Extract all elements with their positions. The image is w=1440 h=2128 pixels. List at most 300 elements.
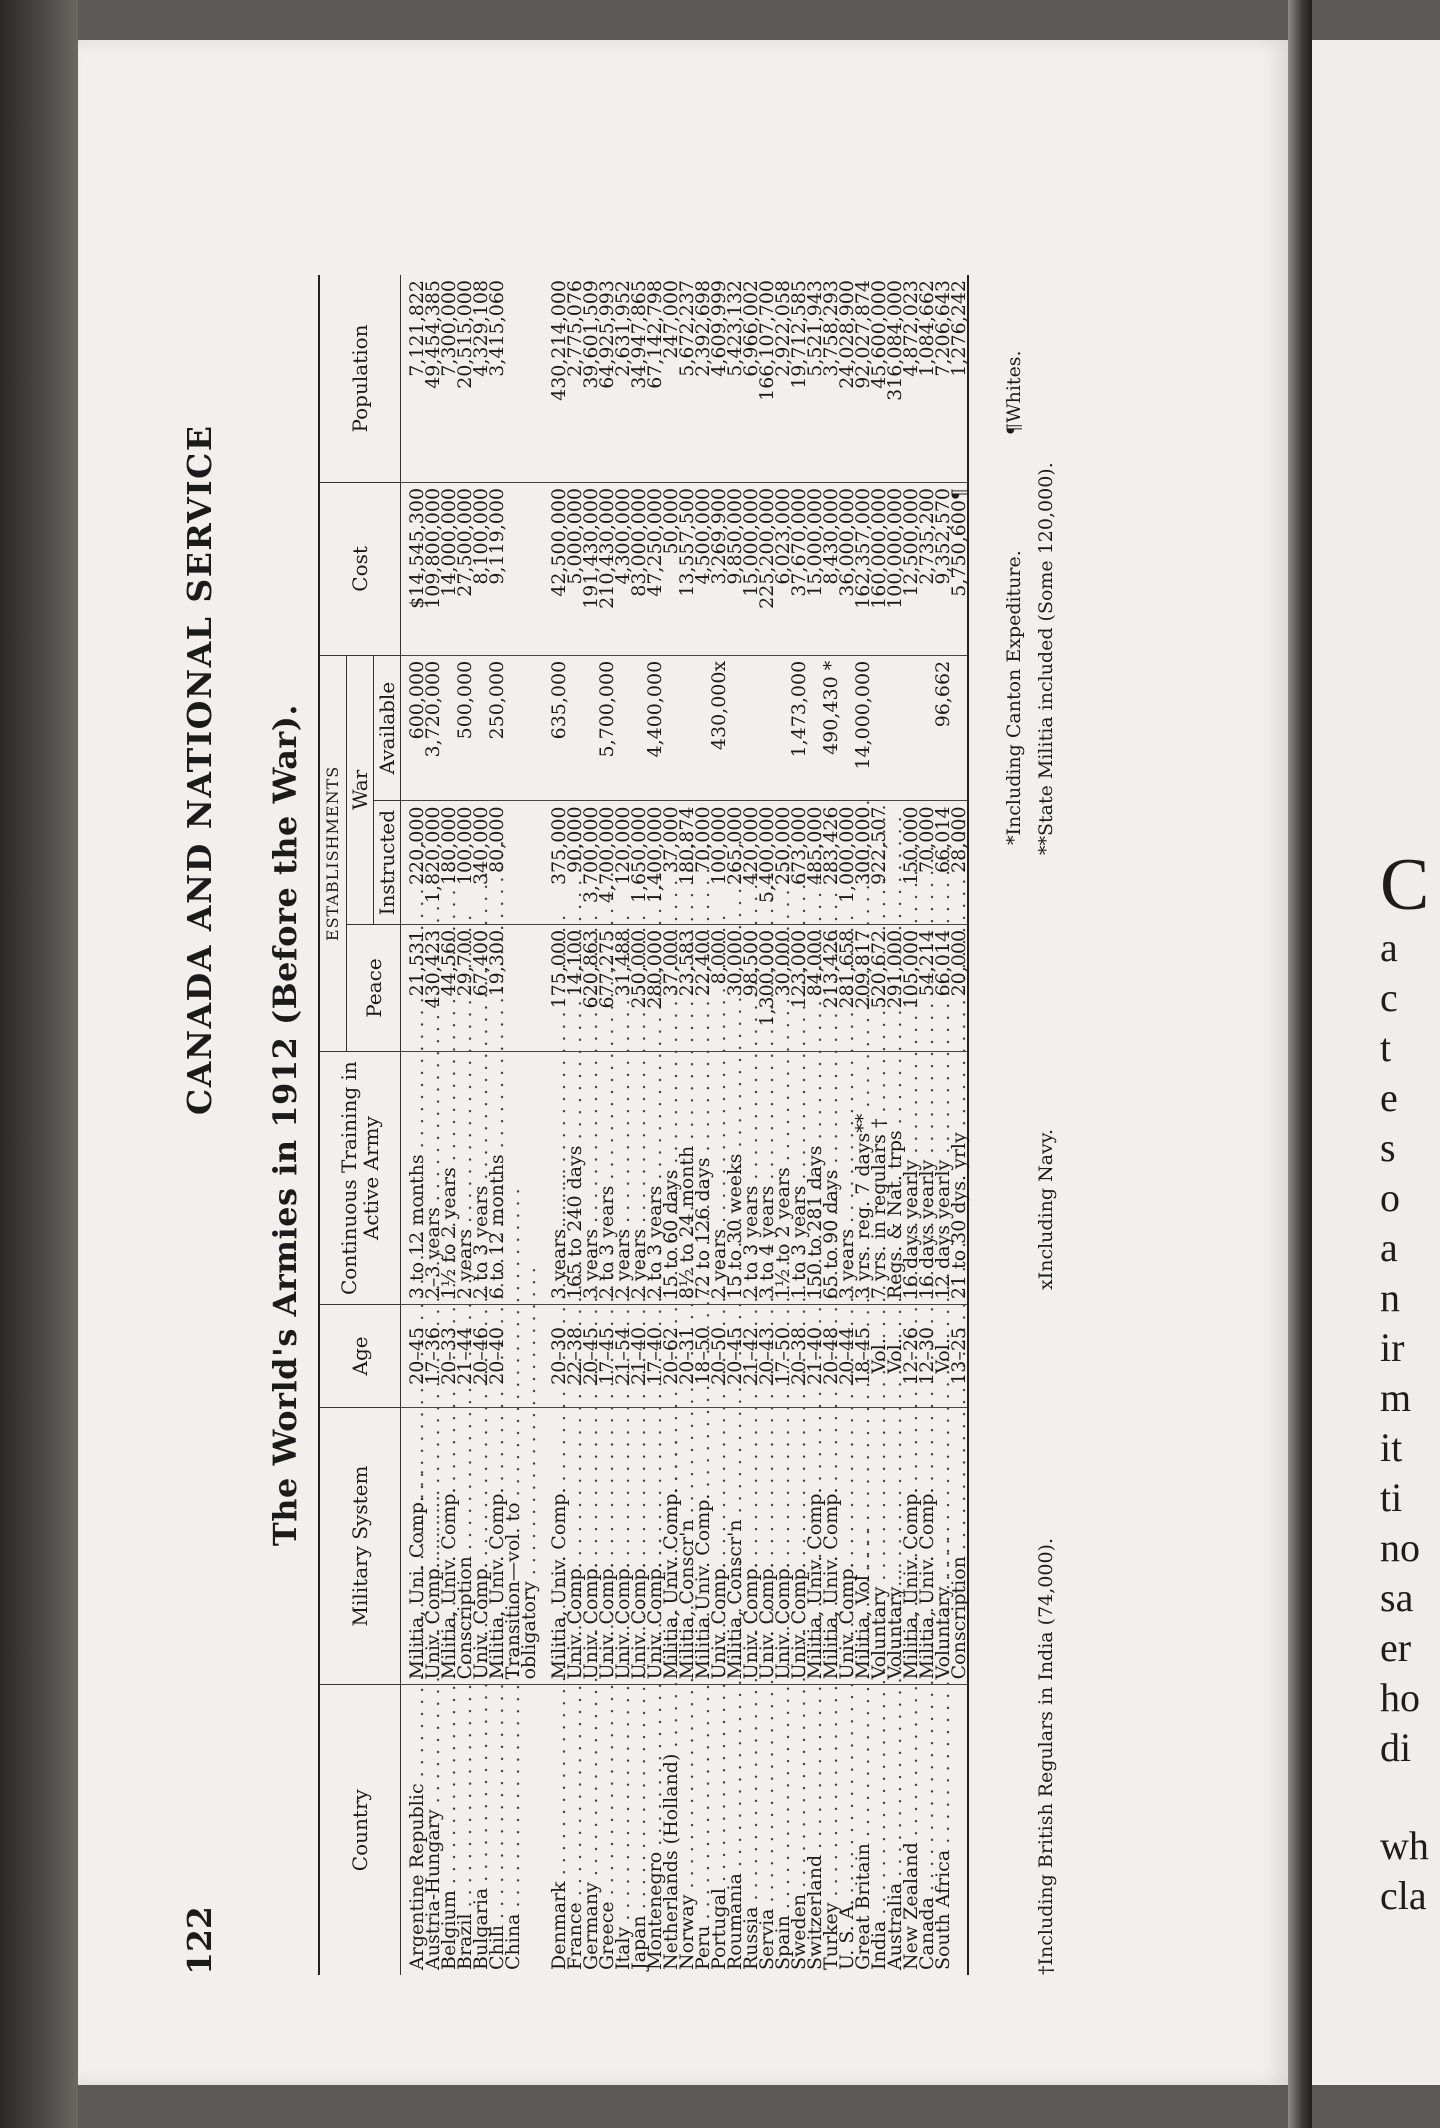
military-system-cell: Voluntary . . . [871,1407,887,1685]
age-cell: 20–31 [679,1305,695,1407]
population-cell: 49,454,385 [425,275,441,482]
col-header-population: Population [319,275,401,482]
war-instructed-cell: 250,000 [775,801,791,924]
cost-cell: 9,850,000 [727,482,743,655]
war-instructed-cell: 1,400,000 [647,801,663,924]
training-cell: 1½ to 2 years . . . [775,1052,791,1305]
header-row-1 [319,275,347,1975]
country-cell: Switzerland . . . [807,1685,823,1975]
population-cell: 39,601,509 [583,275,599,482]
footnote-british-regulars: †Including British Regulars in India (74,000). [1035,1537,1057,1975]
population-cell: 3,415,060 [489,275,505,482]
cost-cell: 5,000,000 [567,482,583,655]
country-cell: Spain . . . [775,1685,791,1975]
cost-cell: 162,357,000 [855,482,871,655]
country-cell: Argentine Republic . . . [401,1685,426,1975]
age-cell: 21–54 [615,1305,631,1407]
table-body [401,275,969,1975]
footnote-canton-expediture: *Including Canton Expediture. [1003,550,1025,845]
training-cell: Regs. & Nat. trps . . . [887,1052,903,1305]
country-cell: Greece . . . [599,1685,615,1975]
country-cell: India . . . [871,1685,887,1975]
population-cell: 24,028,900 [839,275,855,482]
population-cell: 2,922,058 [775,275,791,482]
war-available-cell: 4,400,000 [647,655,663,801]
footnote-whites: ¶Whites. [1003,350,1025,435]
population-cell: 6,966,002 [743,275,759,482]
country-cell: Portugal . . . [711,1685,727,1975]
facing-page-line: no [1380,1525,1420,1570]
war-instructed-cell: 1,000,000 [839,801,855,924]
military-system-cell: Univ. Comp. . . . [599,1407,615,1685]
facing-page-line: ho [1380,1675,1420,1720]
war-instructed-cell: 673,000 [791,801,807,924]
age-cell: 20–30 [551,1305,567,1407]
population-cell: 34,947,865 [631,275,647,482]
facing-page-line: di [1380,1725,1412,1770]
population-cell: 2,631,952 [615,275,631,482]
cost-cell: 5,750,600¶ [951,482,968,655]
war-available-cell: 1,473,000 [791,655,807,801]
war-available-cell [521,655,537,801]
training-cell: 1½ to 2 years . . . [441,1052,457,1305]
population-cell: 7,121,822 [401,275,426,482]
war-instructed-cell: 180,874 [679,801,695,924]
population-cell: 3,758,293 [823,275,839,482]
footnotes [988,275,1088,1975]
war-instructed-cell: 180,000 [441,801,457,924]
cost-cell: 8,430,000 [823,482,839,655]
war-available-cell: 96,662 [935,655,951,801]
peace-cell: 20,000 [951,924,968,1051]
military-system-cell: Univ. Comp. . . . [567,1407,583,1685]
training-cell: 2 years . . . [631,1052,647,1305]
military-system-cell: Conscription . . . [457,1407,473,1685]
training-cell: 2 years . . . [457,1052,473,1305]
cost-cell: 42,500,000 [551,482,567,655]
war-instructed-cell: 100,000 [457,801,473,924]
training-cell: 3 to 4 years . . . [759,1052,775,1305]
peace-cell: 21,531 [401,924,426,1051]
facing-page-line: m [1380,1375,1412,1420]
peace-cell: 105,000 [903,924,919,1051]
age-cell: 20–33 [441,1305,457,1407]
armies-table [318,275,969,1975]
population-cell: 45,600,000 [871,275,887,482]
peace-cell: 291,000 [887,924,903,1051]
war-available-cell: 490,430 * [823,655,839,801]
military-system-cell: Univ. Comp. . . . [791,1407,807,1685]
military-system-cell: Transition—vol. to . . . [505,1407,521,1685]
country-cell: Italy . . . [615,1685,631,1975]
age-cell: 22–38 [567,1305,583,1407]
military-system-cell: Univ. Comp. . . . [631,1407,647,1685]
training-cell: 3 years . . . [839,1052,855,1305]
age-cell: 20–45 [727,1305,743,1407]
footnote-state-militia: **State Militia included (Some 120,000). [1035,462,1057,855]
col-header-age: Age [319,1305,401,1407]
facing-page-line: o [1380,1175,1400,1220]
military-system-cell: Univ. Comp. . . . [425,1407,441,1685]
peace-cell: 30,000 [727,924,743,1051]
facing-page-line: ti [1380,1475,1403,1520]
war-available-cell: 500,000 [457,655,473,801]
cost-cell: 2,735,200 [919,482,935,655]
military-system-cell: Univ. Comp. . . . [647,1407,663,1685]
war-available-cell: 250,000 [489,655,505,801]
training-cell: 2 to 3 years . . . [473,1052,489,1305]
training-cell: 16 days yearly . . . [903,1052,919,1305]
training-cell: 15 to 30 weeks . . . [727,1052,743,1305]
running-head [170,275,230,1975]
country-cell: China . . . [505,1685,521,1975]
cost-cell [521,482,537,655]
age-cell: 17–36 [425,1305,441,1407]
cost-cell: 12,500,000 [903,482,919,655]
war-instructed-cell: 70,000 [695,801,711,924]
war-available-cell: 600,000 [401,655,426,801]
cost-cell: 6,023,000 [775,482,791,655]
col-header-establishments: ESTABLISHMENTS [319,655,347,1051]
facing-page-line [1380,1773,1440,1821]
population-cell: 5,521,943 [807,275,823,482]
military-system-cell: Militia, Conscr'n . . . [727,1407,743,1685]
war-instructed-cell: 1,820,000 [425,801,441,924]
age-cell: 20–50 [711,1305,727,1407]
facing-page-line: c [1380,975,1398,1020]
training-cell: 2–3 years . . . [425,1052,441,1305]
military-system-cell: Militia, Univ. Comp. . . . [807,1407,823,1685]
cost-cell: 9,119,000 [489,482,505,655]
military-system-cell: Militia, Univ. Comp. . . . [551,1407,567,1685]
peace-cell: 31,488 [615,924,631,1051]
age-cell: Vol. [871,1305,887,1407]
military-system-cell: Univ. Comp. . . . [615,1407,631,1685]
military-system-cell: Militia, Univ. Comp. . . . [823,1407,839,1685]
war-available-cell [679,655,695,801]
war-available-cell: 635,000 [551,655,567,801]
facing-page-line: cla [1380,1873,1427,1918]
country-cell: Bulgaria . . . [473,1685,489,1975]
country-cell: Australia . . . [887,1685,903,1975]
training-cell: 3 years . . . [583,1052,599,1305]
age-cell: 20–43 [759,1305,775,1407]
country-cell: Russia . . . [743,1685,759,1975]
population-cell: 430,214,000 [551,275,567,482]
cost-cell: 225,200,000 [759,482,775,655]
col-header-training: Continuous Training in Active Army [319,1052,401,1305]
military-system-cell: Univ. Comp. . . . [759,1407,775,1685]
col-header-instructed: Instructed [374,801,401,924]
col-header-system: Military System [319,1407,401,1685]
facing-page-line: n [1380,1275,1400,1320]
population-cell: 4,329,108 [473,275,489,482]
peace-cell: 66,014 [935,924,951,1051]
peace-cell: 123,000 [791,924,807,1051]
war-instructed-cell: 283,426 [823,801,839,924]
page-number: 122 [180,1906,219,1975]
country-cell: Japan . . . [631,1685,647,1975]
war-instructed-cell: 5,400,000 [759,801,775,924]
military-system-cell: obligatory . . . [521,1407,537,1685]
country-cell: Sweden . . . [791,1685,807,1975]
training-cell: 2 to 3 years . . . [599,1052,615,1305]
country-cell: New Zealand . . . [903,1685,919,1975]
cost-cell: 37,670,000 [791,482,807,655]
book-edge [0,0,78,2128]
war-instructed-cell: 3,700,000 [583,801,599,924]
col-header-war: War [347,655,374,924]
country-cell: Netherlands (Holland) . . . [663,1685,679,1975]
country-cell: South Africa . . . [935,1685,951,1975]
cost-cell: $14,545,300 [401,482,426,655]
age-cell: 17–40 [647,1305,663,1407]
military-system-cell: Univ. Comp. . . . [743,1407,759,1685]
peace-cell: 98,500 [743,924,759,1051]
war-instructed-cell: 4,700,000 [599,801,615,924]
military-system-cell: Univ. Comp. . . . [583,1407,599,1685]
country-cell: Montenegro . . . [647,1685,663,1975]
military-system-cell: Militia, Univ. Comp. . . . [919,1407,935,1685]
peace-cell: 213,426 [823,924,839,1051]
training-cell: 2 years . . . [711,1052,727,1305]
peace-cell: 19,300 [489,924,505,1051]
facing-page-line: e [1380,1075,1398,1120]
training-cell: 150 to 281 days . . . [807,1052,823,1305]
war-instructed-cell: 28,000 [951,801,968,924]
facing-page-line: t [1380,1025,1392,1070]
population-cell: 67,142,798 [647,275,663,482]
military-system-cell: Militia, Univ. Comp. . . . [489,1407,505,1685]
table-caption: The World's Armies in 1912 (Before the War). [266,703,304,1547]
age-cell: 20–44 [839,1305,855,1407]
war-instructed-cell: 300,000 [855,801,871,924]
facing-page-line: s [1380,1125,1396,1170]
age-cell: 21–40 [631,1305,647,1407]
country-cell: Turkey . . . [823,1685,839,1975]
age-cell: 18–50 [695,1305,711,1407]
facing-page-line: C [1380,844,1430,926]
age-cell: 21–40 [807,1305,823,1407]
military-system-cell: Militia, Univ. Comp. . . . [663,1407,679,1685]
age-cell: 20–62 [663,1305,679,1407]
age-cell: 20–38 [791,1305,807,1407]
peace-cell: 250,000 [631,924,647,1051]
military-system-cell: Militia, Conscr'n . . . [679,1407,695,1685]
population-cell: 92,027,874 [855,275,871,482]
country-cell: Chili . . . [489,1685,505,1975]
war-available-cell: 14,000,000 [855,655,871,801]
country-cell: Denmark . . . [551,1685,567,1975]
age-cell: 17–50 [775,1305,791,1407]
country-cell: Canada . . . [919,1685,935,1975]
population-cell: 1,084,662 [919,275,935,482]
military-system-cell: Militia, Univ. Comp. . . . [441,1407,457,1685]
peace-cell: 8,000 [711,924,727,1051]
cost-cell: 4,300,000 [615,482,631,655]
cost-cell: 9,352,570 [935,482,951,655]
peace-cell: 280,000 [647,924,663,1051]
country-cell: Peru . . . [695,1685,711,1975]
war-instructed-cell: 100,000 [711,801,727,924]
training-cell: 165 to 240 days . . . [567,1052,583,1305]
population-cell: 19,712,585 [791,275,807,482]
facing-page-line: sa [1380,1575,1414,1620]
country-cell: France . . . [567,1685,583,1975]
country-cell: Great Britain . . . [855,1685,871,1975]
facing-page-line: it [1380,1425,1403,1470]
war-available-cell [759,655,775,801]
peace-cell: 54,214 [919,924,935,1051]
population-cell: 2,392,698 [695,275,711,482]
training-cell: 3 yrs. reg. 7 days** . . . [855,1052,871,1305]
country-cell: Servia . . . [759,1685,775,1975]
war-instructed-cell: 485,000 [807,801,823,924]
war-available-cell [887,655,903,801]
population-cell: 4,609,999 [711,275,727,482]
population-cell: 247,000 [663,275,679,482]
military-system-cell: Univ. Comp. . . . [473,1407,489,1685]
peace-cell: 29,700 [457,924,473,1051]
cost-cell: 36,000,000 [839,482,855,655]
facing-page-line: a [1380,925,1398,970]
peace-cell: 23,583 [679,924,695,1051]
war-available-cell: 430,000x [711,655,727,801]
peace-cell: 1,300,000 [759,924,775,1051]
population-cell: 4,872,023 [903,275,919,482]
country-cell: Norway . . . [679,1685,695,1975]
age-cell: 20–40 [489,1305,505,1407]
training-cell: 2 to 3 years . . . [743,1052,759,1305]
cost-cell: 50,000 [663,482,679,655]
cost-cell: 13,557,500 [679,482,695,655]
facing-page-text [1380,844,1440,1921]
training-cell: 8½ to 24 month . . . [679,1052,695,1305]
cost-cell: 4,500,000 [695,482,711,655]
book-gutter [1288,0,1312,2128]
war-instructed-cell: 90,000 [567,801,583,924]
military-system-cell: Voluntary . . . [887,1407,903,1685]
peace-cell: 84,000 [807,924,823,1051]
training-cell: 15 to 60 days . . . [663,1052,679,1305]
war-instructed-cell: 150,000 [903,801,919,924]
training-cell: 1 to 3 years . . . [791,1052,807,1305]
cost-cell: 27,500,000 [457,482,473,655]
war-available-cell: 3,720,000 [425,655,441,801]
country-cell: Germany . . . [583,1685,599,1975]
peace-cell: 14,100 [567,924,583,1051]
war-instructed-cell: 265,000 [727,801,743,924]
peace-cell: 281,658 [839,924,855,1051]
country-cell: Brazil . . . [457,1685,473,1975]
population-cell: 20,515,000 [457,275,473,482]
facing-page-line: er [1380,1625,1412,1670]
peace-cell: 430,423 [425,924,441,1051]
military-system-cell: Univ. Comp. . . . [775,1407,791,1685]
population-cell: 5,672,237 [679,275,695,482]
age-cell: 20–45 [401,1305,426,1407]
war-instructed-cell: 120,000 [615,801,631,924]
col-header-country: Country [319,1685,401,1975]
war-instructed-cell: 375,000 [551,801,567,924]
age-cell: 18–45 [855,1305,871,1407]
cost-cell: 3,269,900 [711,482,727,655]
training-cell: 3 years . . . [551,1052,567,1305]
military-system-cell: Militia Univ. Comp. . . . [695,1407,711,1685]
col-header-cost: Cost [319,482,401,655]
peace-cell: 175,000 [551,924,567,1051]
war-instructed-cell: 70,000 [919,801,935,924]
col-header-peace: Peace [347,924,401,1051]
training-cell: 21 to 30 dys. yrly . . . [951,1052,968,1305]
age-cell: 20–48 [823,1305,839,1407]
country-cell: Belgium . . . [441,1685,457,1975]
facing-page-line: ir [1380,1325,1405,1370]
population-cell [521,275,537,482]
population-cell: 64,925,993 [599,275,615,482]
age-cell: 13–25 [951,1305,968,1407]
country-cell: Austria-Hungary . . . [425,1685,441,1975]
military-system-cell: Militia, Vol . . . [855,1407,871,1685]
war-available-cell: 5,700,000 [599,655,615,801]
peace-cell: 677,275 [599,924,615,1051]
cost-cell: 160,000,000 [871,482,887,655]
training-cell: 12 days yearly . . . [935,1052,951,1305]
age-cell: 17–45 [599,1305,615,1407]
peace-cell: 520,672 [871,924,887,1051]
cost-cell: 47,250,000 [647,482,663,655]
peace-cell: 209,817 [855,924,871,1051]
age-cell: 20–46 [473,1305,489,1407]
age-cell: Vol. [935,1305,951,1407]
cost-cell: 8,100,000 [473,482,489,655]
peace-cell: 620,863 [583,924,599,1051]
military-system-cell: Conscription . . . [951,1407,968,1685]
age-cell: 12–30 [919,1305,935,1407]
footnote-navy: xIncluding Navy. [1035,1128,1057,1290]
population-cell: 7,300,000 [441,275,457,482]
training-cell: 2 years . . . [615,1052,631,1305]
cost-cell: 109,800,000 [425,482,441,655]
war-available-cell [743,655,759,801]
war-instructed-cell: 1,650,000 [631,801,647,924]
facing-page-line: wh [1380,1823,1429,1868]
peace-cell: 37,000 [663,924,679,1051]
age-cell: Vol. [887,1305,903,1407]
country-cell: Roumania . . . [727,1685,743,1975]
training-cell: 16 days yearly . . . [919,1052,935,1305]
book-title: CANADA AND NATIONAL SERVICE [180,424,219,1115]
peace-cell: 22,400 [695,924,711,1051]
cost-cell: 15,000,000 [743,482,759,655]
war-instructed-cell: 922,507 [871,801,887,924]
age-cell: 20–45 [583,1305,599,1407]
training-cell: 6 to 12 months . . . [489,1052,505,1305]
war-instructed-cell: 340,000 [473,801,489,924]
military-system-cell: Voluntary . . . [935,1407,951,1685]
war-instructed-cell: 420,000 [743,801,759,924]
country-cell: U. S. A. . . . [839,1685,855,1975]
military-system-cell: Militia, Univ. Comp. . . . [903,1407,919,1685]
population-cell: 1,276,242 [951,275,968,482]
military-system-cell: Univ. Comp. . . . [839,1407,855,1685]
facing-page-line: a [1380,1225,1398,1270]
training-cell: 65 to 90 days . . . [823,1052,839,1305]
war-instructed-cell: 37,000 [663,801,679,924]
war-available-cell [903,655,919,801]
military-system-cell: Militia, Uni. Comp. . . . [401,1407,426,1685]
war-instructed-cell: 66,014 [935,801,951,924]
